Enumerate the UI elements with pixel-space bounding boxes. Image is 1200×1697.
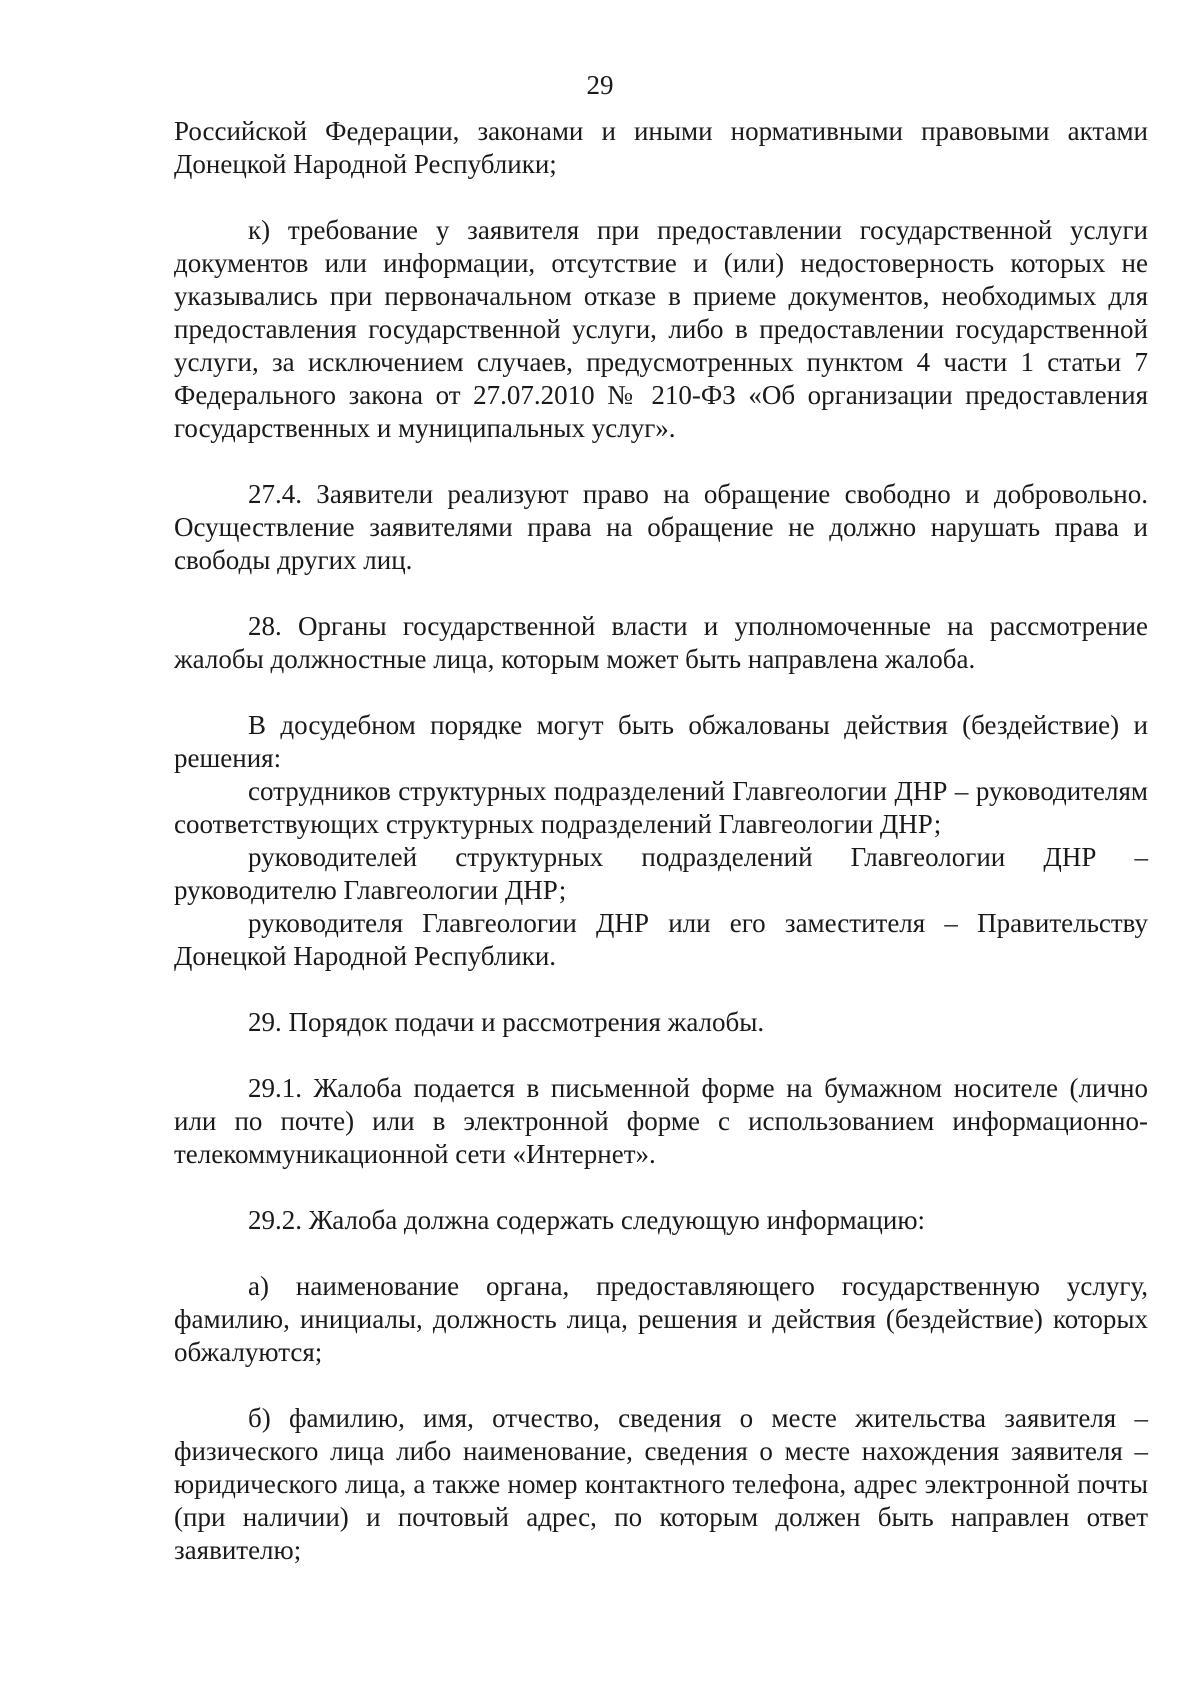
- paragraph-item-a: а) наименование органа, предоставляющего государственную услугу, фамилию, инициалы, должность лица, решения и действия (бездействие) которых обжалуются;: [174, 1271, 1148, 1367]
- paragraph-appeal-heads: руководителей структурных подразделений Главгеологии ДНР – руководителю Главгеологии ДНР;: [174, 842, 1148, 905]
- paragraph-pretrial-appeal: В досудебном порядке могут быть обжалованы действия (бездействие) и решения:: [174, 710, 1148, 773]
- paragraph-continuation: Российской Федерации, законами и иными нормативными правовыми актами Донецкой Народной Республики;: [174, 116, 1148, 179]
- paragraph-item-b: б) фамилию, имя, отчество, сведения о месте жительства заявителя – физического лица либо наименование, сведения о месте нахождения заявителя – юридического лица, а также номер контактного телефона, адрес электронной почты (при наличии) и почтовый адрес, по которым должен быть направлен ответ заявителю;: [174, 1403, 1148, 1565]
- paragraph-29-1: 29.1. Жалоба подается в письменной форме на бумажном носителе (лично или по почте) или в электронной форме с использованием информационно-телекоммуникационной сети «Интернет».: [174, 1073, 1148, 1169]
- paragraph-27-4: 27.4. Заявители реализуют право на обращение свободно и добровольно. Осуществление заявителями права на обращение не должно нарушать права и свободы других лиц.: [174, 479, 1148, 575]
- paragraph-item-k: к) требование у заявителя при предоставлении государственной услуги документов или информации, отсутствие и (или) недостоверность которых не указывались при первоначальном отказе в приеме документов, необходимых для предоставления государственной услуги, либо в предоставлении государственной услуги, за исключением случаев, предусмотренных пунктом 4 части 1 статьи 7 Федерального закона от 27.07.2010 № 210-ФЗ «Об организации предоставления государственных и муниципальных услуг».: [174, 215, 1148, 443]
- paragraph-appeal-director: руководителя Главгеологии ДНР или его заместителя – Правительству Донецкой Народной Республики.: [174, 908, 1148, 971]
- page-number: 29: [586, 70, 614, 100]
- document-body: [174, 115, 1148, 1567]
- paragraph-29: 29. Порядок подачи и рассмотрения жалобы.: [248, 1007, 765, 1037]
- paragraph-28: 28. Органы государственной власти и уполномоченные на рассмотрение жалобы должностные лица, которым может быть направлена жалоба.: [174, 611, 1148, 674]
- paragraph-appeal-staff: сотрудников структурных подразделений Главгеологии ДНР – руководителям соответствующих структурных подразделений Главгеологии ДНР;: [174, 776, 1148, 839]
- paragraph-29-2: 29.2. Жалоба должна содержать следующую информацию:: [248, 1205, 926, 1235]
